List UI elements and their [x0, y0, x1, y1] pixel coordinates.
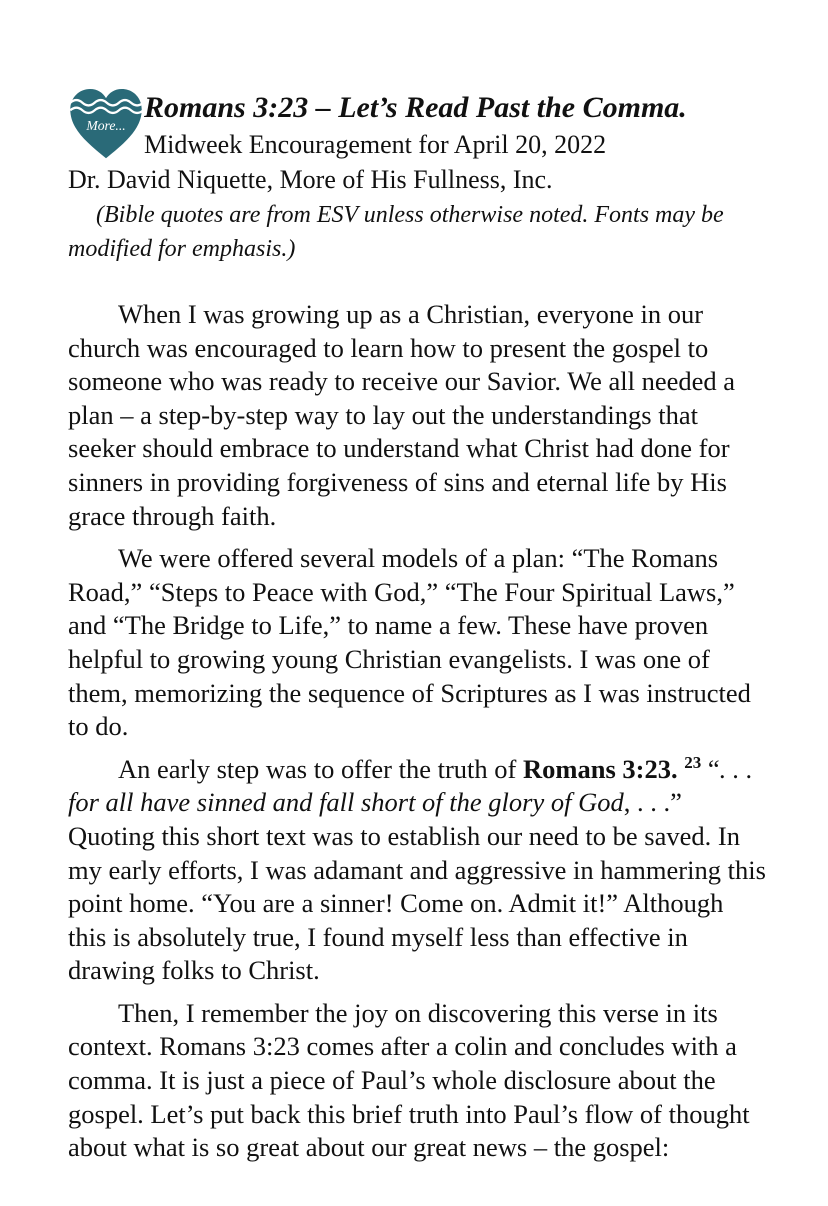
verse-quote-end: , . . .” — [623, 787, 682, 818]
p3-rest: Quoting this short text was to establish our need to be saved. In my early efforts, I was adamant and aggressive in hammering this point home. “You are a sinner! Come on. Admit it!” Although this is absolutely true, I found myself less than effective in drawing folks to Christ. — [68, 820, 766, 986]
paragraph-4: Then, I remember the joy on discovering this verse in its context. Romans 3:23 comes after a colin and concludes with a comma. It is just a piece of Paul’s whole disclosure about the gospel. Let’s put back this brief truth into Paul’s flow of thought about what is so great about our great news – the gospel: — [68, 997, 750, 1163]
article-body — [68, 298, 768, 1174]
subtitle: Midweek Encouragement for April 20, 2022 — [144, 130, 607, 159]
paragraph-1: When I was growing up as a Christian, everyone in our church was encouraged to learn how to present the gospel to someone who was ready to receive our Savior. We all needed a plan – a step-by-step way to lay out the understandings that seeker should embrace to understand what Christ had done for sinners in providing forgiveness of sins and eternal life by His grace through faith. — [68, 299, 736, 531]
verse-reference: Romans 3:23. — [523, 753, 678, 784]
p3-lead: An early step was to offer the truth of — [118, 753, 523, 784]
translation-note: (Bible quotes are from ESV unless otherwise noted. Fonts may be modified for emphasis.) — [68, 202, 724, 262]
verse-open-quote: “ — [707, 753, 720, 784]
author-line: Dr. David Niquette, More of His Fullness, Inc. — [68, 165, 553, 194]
paragraph-3 — [68, 753, 768, 988]
verse-number: 23 — [684, 752, 702, 772]
logo-text: More... — [86, 118, 126, 134]
heart-logo-icon — [68, 86, 144, 162]
page-title: Romans 3:23 – Let’s Read Past the Comma. — [144, 91, 687, 124]
verse-quote: . . . for all have sinned and fall short of the glory of God — [68, 753, 753, 818]
paragraph-2: We were offered several models of a plan: “The Romans Road,” “Steps to Peace with God,” “The Four Spiritual Laws,” and “The Bridge to Life,” to name a few. These have proven helpful to growing young Christian evangelists. I was one of them, memorizing the sequence of Scriptures as I was instructed to do. — [68, 543, 751, 742]
